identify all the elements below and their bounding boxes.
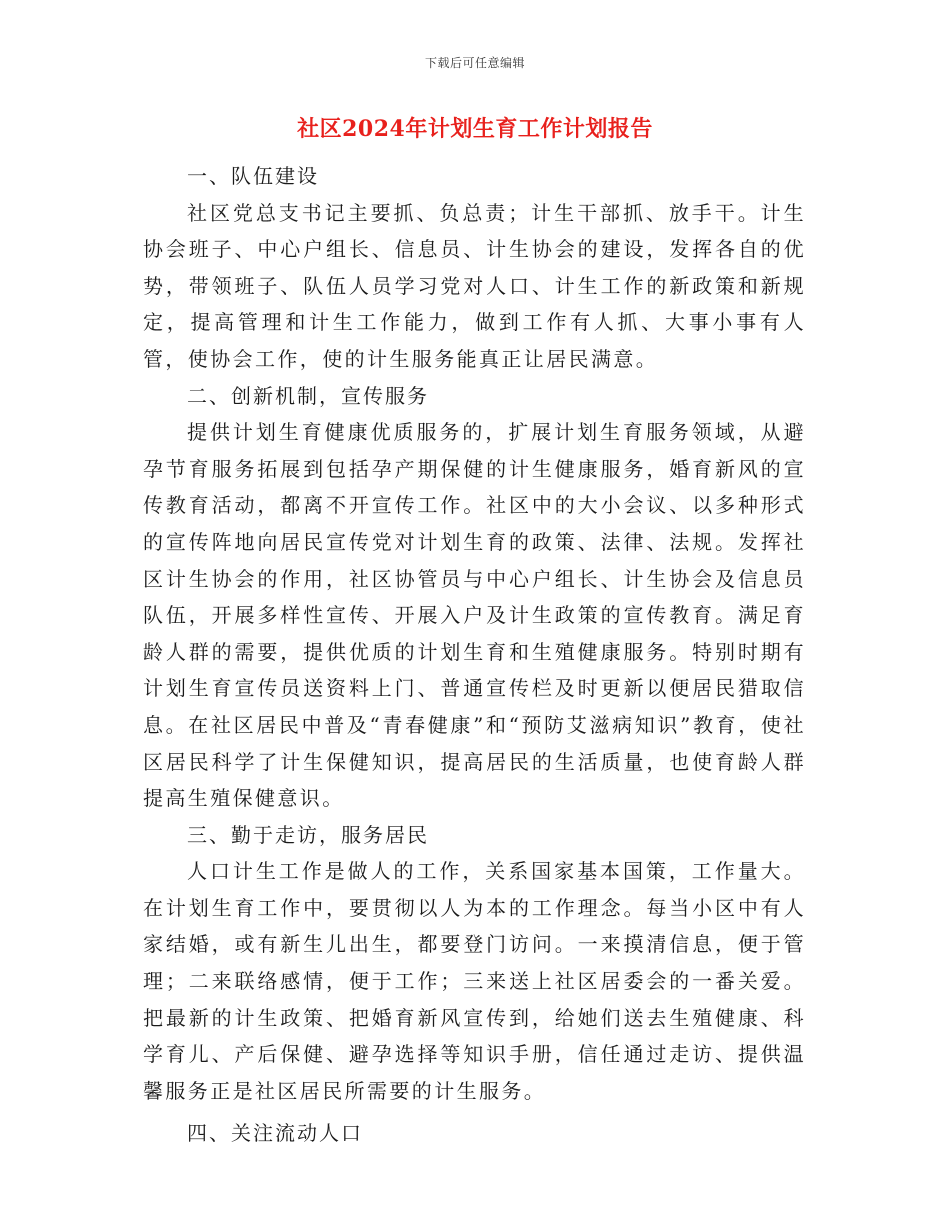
- section-heading: 二、创新机制，宣传服务: [187, 383, 429, 408]
- section-heading: 四、关注流动人口: [187, 1121, 363, 1146]
- section-heading: 一、队伍建设: [187, 164, 319, 188]
- document-body: [143, 158, 806, 1152]
- section-paragraph: 人口计生工作是做人的工作，关系国家基本国策，工作量大。在计划生育工作中，要贯彻以人为本的工作理念。每当小区中有人家结婚，或有新生儿出生，都要登门访问。一来摸清信息，便于管理；二来联络感情，便于工作；三来送上社区居委会的一番关爱。把最新的计生政策、把婚育新风宣传到，给她们送去生殖健康、科学育儿、产后保健、避孕选择等知识手册，信任通过走访、提供温馨服务正是社区居民所需要的计生服务。: [143, 859, 806, 1103]
- header-note: 下载后可任意编辑: [424, 56, 525, 70]
- section-paragraph: 社区党总支书记主要抓、负总责；计生干部抓、放手干。计生协会班子、中心户组长、信息员、计生协会的建设，发挥各自的优势，带领班子、队伍人员学习党对人口、计生工作的新政策和新规定，提高管理和计生工作能力，做到工作有人抓、大事小事有人管，使协会工作，使的计生服务能真正让居民满意。: [143, 200, 806, 371]
- section-paragraph: 提供计划生育健康优质服务的，扩展计划生育服务领域，从避孕节育服务拓展到包括孕产期保健的计生健康服务，婚育新风的宣传教育活动，都离不开宣传工作。社区中的大小会议、以多种形式的宣传阵地向居民宣传党对计划生育的政策、法律、法规。发挥社区计生协会的作用，社区协管员与中心户组长、计生协会及信息员队伍，开展多样性宣传、开展入户及计生政策的宣传教育。满足育龄人群的需要，提供优质的计划生育和生殖健康服务。特别时期有计划生育宣传员送资料上门、普通宣传栏及时更新以便居民猎取信息。在社区居民中普及“青春健康”和“预防艾滋病知识”教育，使社区居民科学了计生保健知识，提高居民的生活质量，也使育龄人群提高生殖保健意识。: [143, 420, 806, 811]
- document-title: 社区2024年计划生育工作计划报告: [297, 116, 653, 142]
- section-heading: 三、勤于走访，服务居民: [187, 822, 429, 847]
